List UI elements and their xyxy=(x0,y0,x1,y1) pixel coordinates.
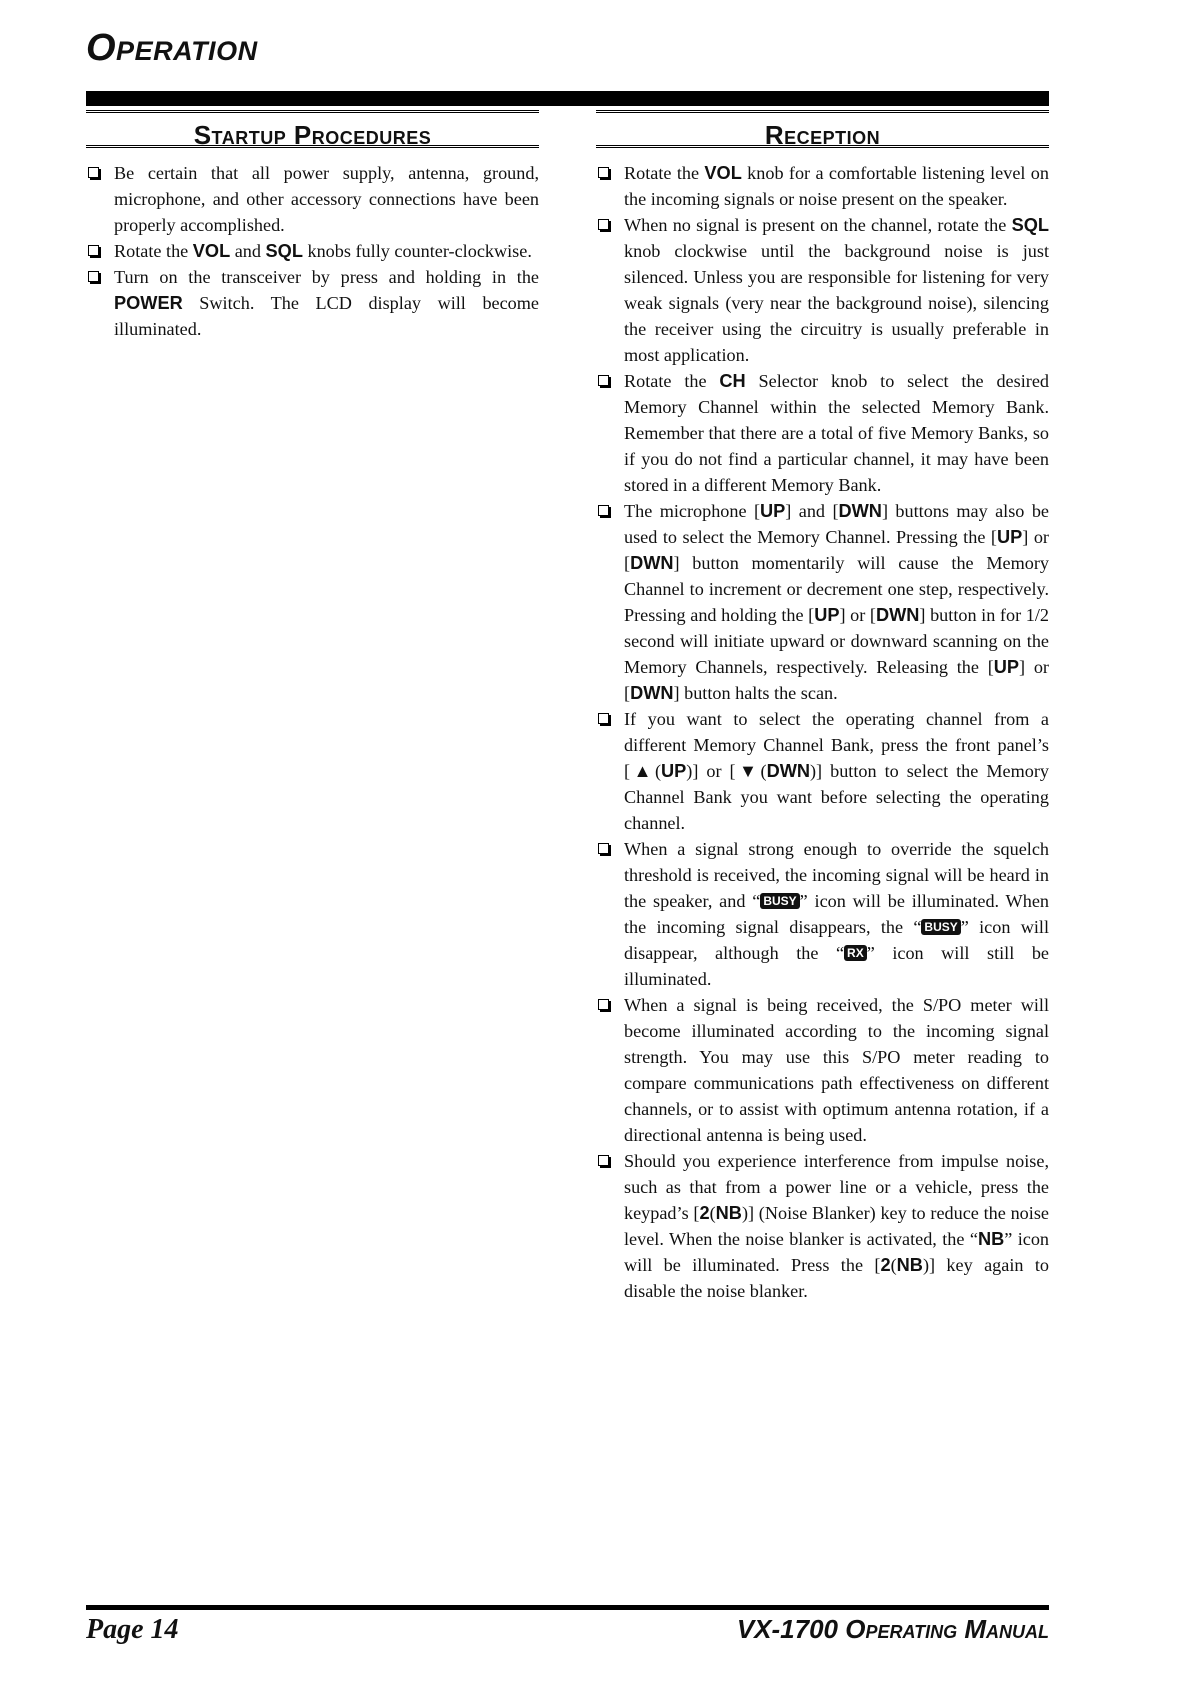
reception-list xyxy=(596,160,1049,1304)
manual-title: VX-1700 Operating Manual xyxy=(736,1614,1049,1644)
key-label: DWN xyxy=(630,553,674,573)
checkbox-bullet-icon xyxy=(598,505,609,516)
page-title: Operation xyxy=(86,27,258,69)
list-item: Rotate the CH Selector knob to select the desired Memory Channel within the selected Memory Bank. Remember that there are a total of five Memory Banks, so if you do not find a particular channel, it may have been stored in a different Memory Bank. xyxy=(596,368,1049,498)
startup-list xyxy=(86,160,539,342)
rx-lcd-icon: RX xyxy=(844,945,867,961)
list-item: If you want to select the operating channel from a different Memory Channel Bank, press the front panel’s [▲(UP)] or [▼(DWN)] button to select the Memory Channel Bank you want before selecting the operating channel. xyxy=(596,706,1049,836)
key-label: UP xyxy=(993,657,1020,677)
checkbox-bullet-icon xyxy=(598,713,609,724)
list-item: Should you experience interference from impulse noise, such as that from a power line or a vehicle, press the keypad’s [2(NB)] (Noise Blanker) key to reduce the noise level. When the noise blanker is activated, the “NB” icon will be illuminated. Press the [2(NB)] key again to disable the noise blanker. xyxy=(596,1148,1049,1304)
list-item: Rotate the VOL knob for a comfortable listening level on the incoming signals or noise present on the speaker. xyxy=(596,160,1049,212)
footer-rule xyxy=(86,1605,1049,1610)
checkbox-bullet-icon xyxy=(598,167,609,178)
knob-label: SQL xyxy=(265,241,303,261)
key-label: UP xyxy=(814,605,840,625)
checkbox-bullet-icon xyxy=(88,245,99,256)
checkbox-bullet-icon xyxy=(598,843,609,854)
key-label: NB xyxy=(715,1203,742,1223)
nb-icon-label: NB xyxy=(977,1229,1005,1249)
knob-label: CH xyxy=(719,371,746,391)
startup-column xyxy=(86,110,539,342)
key-label: 2 xyxy=(699,1203,710,1223)
list-item: Rotate the VOL and SQL knobs fully counter-clockwise. xyxy=(86,238,539,264)
key-label: DWN xyxy=(838,501,882,521)
header-rule xyxy=(86,91,1049,106)
checkbox-bullet-icon xyxy=(88,271,99,282)
key-label: UP xyxy=(661,761,687,781)
page-number: Page 14 xyxy=(86,1614,179,1645)
knob-label: SQL xyxy=(1011,215,1049,235)
list-item: When no signal is present on the channel, rotate the SQL knob clockwise until the background noise is just silenced. Unless you are responsible for listening for very weak signals (very near the background noise), silencing the receiver using the circuitry is usually preferable in most application. xyxy=(596,212,1049,368)
list-item: The microphone [UP] and [DWN] buttons may also be used to select the Memory Channel. Pressing the [UP] or [DWN] button momentarily will cause the Memory Channel to increment or decrement one step, respectively. Pressing and holding the [UP] or [DWN] button in for 1/2 second will initiate upward or downward scanning on the Memory Channels, respectively. Releasing the [UP] or [DWN] button halts the scan. xyxy=(596,498,1049,706)
knob-label: VOL xyxy=(704,163,742,183)
reception-heading-text: Reception xyxy=(764,120,881,150)
key-label: UP xyxy=(760,501,786,521)
reception-heading xyxy=(596,110,1049,148)
key-label: DWN xyxy=(630,683,674,703)
busy-lcd-icon: BUSY xyxy=(760,893,799,909)
list-item: Turn on the transceiver by press and holding in the POWER Switch. The LCD display will become illuminated. xyxy=(86,264,539,342)
startup-heading xyxy=(86,110,539,148)
key-label: DWN xyxy=(766,761,810,781)
key-label: NB xyxy=(896,1255,923,1275)
list-item: When a signal is being received, the S/PO meter will become illuminated according to the incoming signal strength. You may use this S/PO meter reading to compare communications path effectiveness on different channels, or to assist with optimum antenna rotation, if a directional antenna is being used. xyxy=(596,992,1049,1148)
switch-label: POWER xyxy=(114,293,183,313)
key-label: DWN xyxy=(875,605,920,625)
busy-lcd-icon: BUSY xyxy=(921,919,960,935)
list-item: Be certain that all power supply, antenna, ground, microphone, and other accessory connections have been properly accomplished. xyxy=(86,160,539,238)
knob-label: VOL xyxy=(192,241,231,261)
list-item: When a signal strong enough to override the squelch threshold is received, the incoming signal will be heard in the speaker, and “ BUSY ” icon will be illuminated. When the incoming signal disappears, the “ BUSY ” icon will disappear, although the “ RX ” icon will still be illuminated. xyxy=(596,836,1049,992)
checkbox-bullet-icon xyxy=(598,999,609,1010)
key-label: 2 xyxy=(880,1255,891,1275)
reception-column xyxy=(596,110,1049,1304)
checkbox-bullet-icon xyxy=(598,375,609,386)
checkbox-bullet-icon xyxy=(598,1155,609,1166)
checkbox-bullet-icon xyxy=(598,219,609,230)
startup-heading-text: Startup Procedures xyxy=(193,120,432,150)
key-label: UP xyxy=(996,527,1023,547)
checkbox-bullet-icon xyxy=(88,167,99,178)
